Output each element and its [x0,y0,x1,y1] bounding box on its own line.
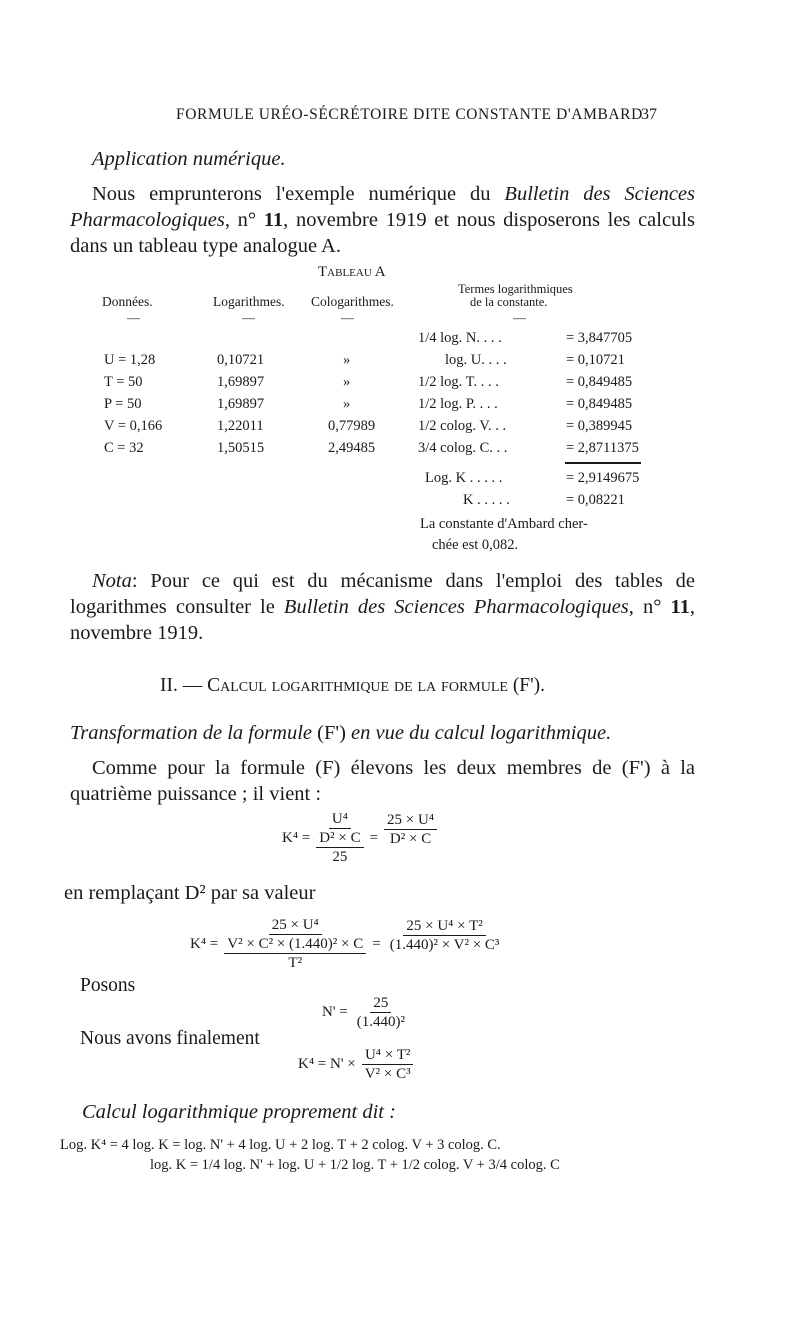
eq2-rhs-fraction [387,917,503,954]
eq2-denominator-bottom: T² [288,955,303,971]
application-title: Application numérique. [92,148,286,170]
cell-log: 1,69897 [217,396,265,412]
nota-issue-number: 11 [670,596,690,618]
eq2-numerator: 25 × U⁴ [269,916,322,935]
header-dash: — [513,310,526,325]
eq1-lhs: K⁴ = [282,829,311,846]
header-logarithmes: Logarithmes. [213,294,285,309]
cell-colog: » [343,396,351,412]
term-value: = 3,847705 [566,330,633,346]
eq3-numerator: 25 [370,994,391,1013]
eq2-rhs-numerator: 25 × U⁴ × T² [403,917,485,936]
cell-log: 1,69897 [217,374,265,390]
header-dash: — [127,310,140,325]
term-label: 1/2 log. P. . . . [418,396,498,412]
cell-colog: 0,77989 [328,418,376,434]
term-value: = 0,849485 [566,396,633,412]
equation-2 [190,916,502,972]
term-value: = 0,849485 [566,374,633,390]
page-number: 37 [641,106,657,123]
nota-text-end: , novembre 1919. [70,596,695,644]
transformation-title [70,722,611,745]
equation-3 [322,994,408,1031]
header-termes-line2: de la constante. [470,295,548,309]
cell-colog: » [343,374,351,390]
cell-donnee: T = 50 [104,374,143,390]
nota-journal: Bulletin des Sciences Pharmacologiques [283,596,629,618]
running-title: FORMULE URÉO-SÉCRÉTOIRE DITE CONSTANTE D'AMBARD [176,106,643,123]
cell-log: 1,22011 [217,418,264,434]
eq2-rhs-denominator: (1.440)² × V² × C³ [389,936,500,953]
header-cologarithmes: Cologarithmes. [311,294,394,309]
section-title: Calcul logarithmique de la formule (F'). [207,675,546,696]
eq1-numerator: U⁴ [329,810,351,829]
term-label: 1/2 colog. V. . . [418,418,507,434]
application-paragraph [70,181,695,259]
eq1-rhs-fraction [384,811,437,848]
nota-paragraph [70,568,695,646]
eq1-denominator-top: D² × C [316,829,363,848]
application-text-start: Nous emprunterons l'exemple numérique du [92,183,505,205]
result-label: K . . . . . [463,492,510,508]
application-issue-number: 11 [263,209,284,231]
equation-4 [298,1046,414,1083]
transformation-title-end: en vue du calcul logarithmique. [345,722,612,744]
finalement-text: Nous avons finalement [80,1028,260,1049]
term-label: 1/4 log. N. . . . [418,330,502,346]
calcul-line-1: Log. K⁴ = 4 log. K = log. N' + 4 log. U + 2 log. T + 2 colog. V + 3 colog. C. [60,1137,501,1153]
eq4-fraction [362,1046,414,1083]
conclusion-line: La constante d'Ambard cher- [420,516,588,532]
header-donnees: Données. [102,294,153,309]
eq2-equals: = [372,935,381,952]
section-heading [160,675,545,697]
eq4-numerator: U⁴ × T² [362,1046,413,1065]
cell-donnee: U = 1,28 [104,352,156,368]
result-label: Log. K . . . . . [425,470,503,486]
eq1-fraction [316,810,363,866]
eq1-equals: = [369,829,379,846]
header-dash: — [242,310,255,325]
transformation-paragraph: Comme pour la formule (F) élevons les deux membres de (F') à la quatrième puissance ; il vient : [70,757,695,805]
equation-1 [282,810,437,866]
cell-log: 0,10721 [217,352,265,368]
header-dash: — [341,310,354,325]
term-value: = 2,8711375 [566,440,639,456]
term-label: log. U. . . . [445,352,507,368]
nota-text-mid: , n° [628,596,671,618]
application-text-end: , novembre 1919 et nous disposerons les calculs dans un tableau type analogue A. [70,209,695,257]
eq4-denominator: V² × C³ [364,1066,411,1082]
transformation-title-start: Transformation de la formule [70,722,318,744]
term-label: 3/4 colog. C. . . [418,440,508,456]
application-journal: Bulletin des Sciences Pharmacologiques [70,183,695,231]
eq1-rhs-denominator: D² × C [389,830,432,847]
term-value: = 0,389945 [566,418,633,434]
cell-donnee: C = 32 [104,440,144,456]
calcul-line-2: log. K = 1/4 log. N' + log. U + 1/2 log. T + 1/2 colog. V + 3/4 colog. C [150,1157,560,1173]
cell-colog: » [343,352,351,368]
table-caption: Tableau A [318,264,386,280]
result-value: = 2,9149675 [566,470,640,486]
term-label: 1/2 log. T. . . . [418,374,499,390]
posons-text: Posons [80,975,136,996]
eq2-denominator-top: V² × C² × (1.440)² × C [224,935,366,954]
transformation-title-formula: (F') [317,722,346,744]
application-text-mid: , n° [224,209,264,231]
eq3-lhs: N' = [322,1004,348,1020]
cell-log: 1,50515 [217,440,265,456]
result-value: = 0,08221 [566,492,625,508]
section-number: II. — [160,675,203,696]
page-header [0,106,800,126]
eq1-denominator-bottom: 25 [332,849,348,865]
eq4-lhs: K⁴ = N' × [298,1056,356,1072]
eq3-fraction [354,994,408,1031]
header-termes-line1: Termes logarithmiques [458,282,573,296]
nota-text-start: : Pour ce qui est du mécanisme dans l'emploi des tables de logarithmes consulter le [70,570,695,618]
replace-text: en remplaçant D² par sa valeur [64,882,316,904]
eq1-rhs-numerator: 25 × U⁴ [384,811,437,830]
cell-donnee: V = 0,166 [104,418,163,434]
eq2-lhs: K⁴ = [190,935,219,952]
sum-rule [565,462,641,464]
term-value: = 0,10721 [566,352,625,368]
conclusion-line: chée est 0,082. [432,537,519,553]
cell-donnee: P = 50 [104,396,142,412]
eq2-fraction [224,916,366,972]
cell-colog: 2,49485 [328,440,376,456]
calcul-title: Calcul logarithmique proprement dit : [82,1101,396,1123]
nota-label: Nota [92,570,132,592]
eq3-denominator: (1.440)² [356,1014,405,1030]
